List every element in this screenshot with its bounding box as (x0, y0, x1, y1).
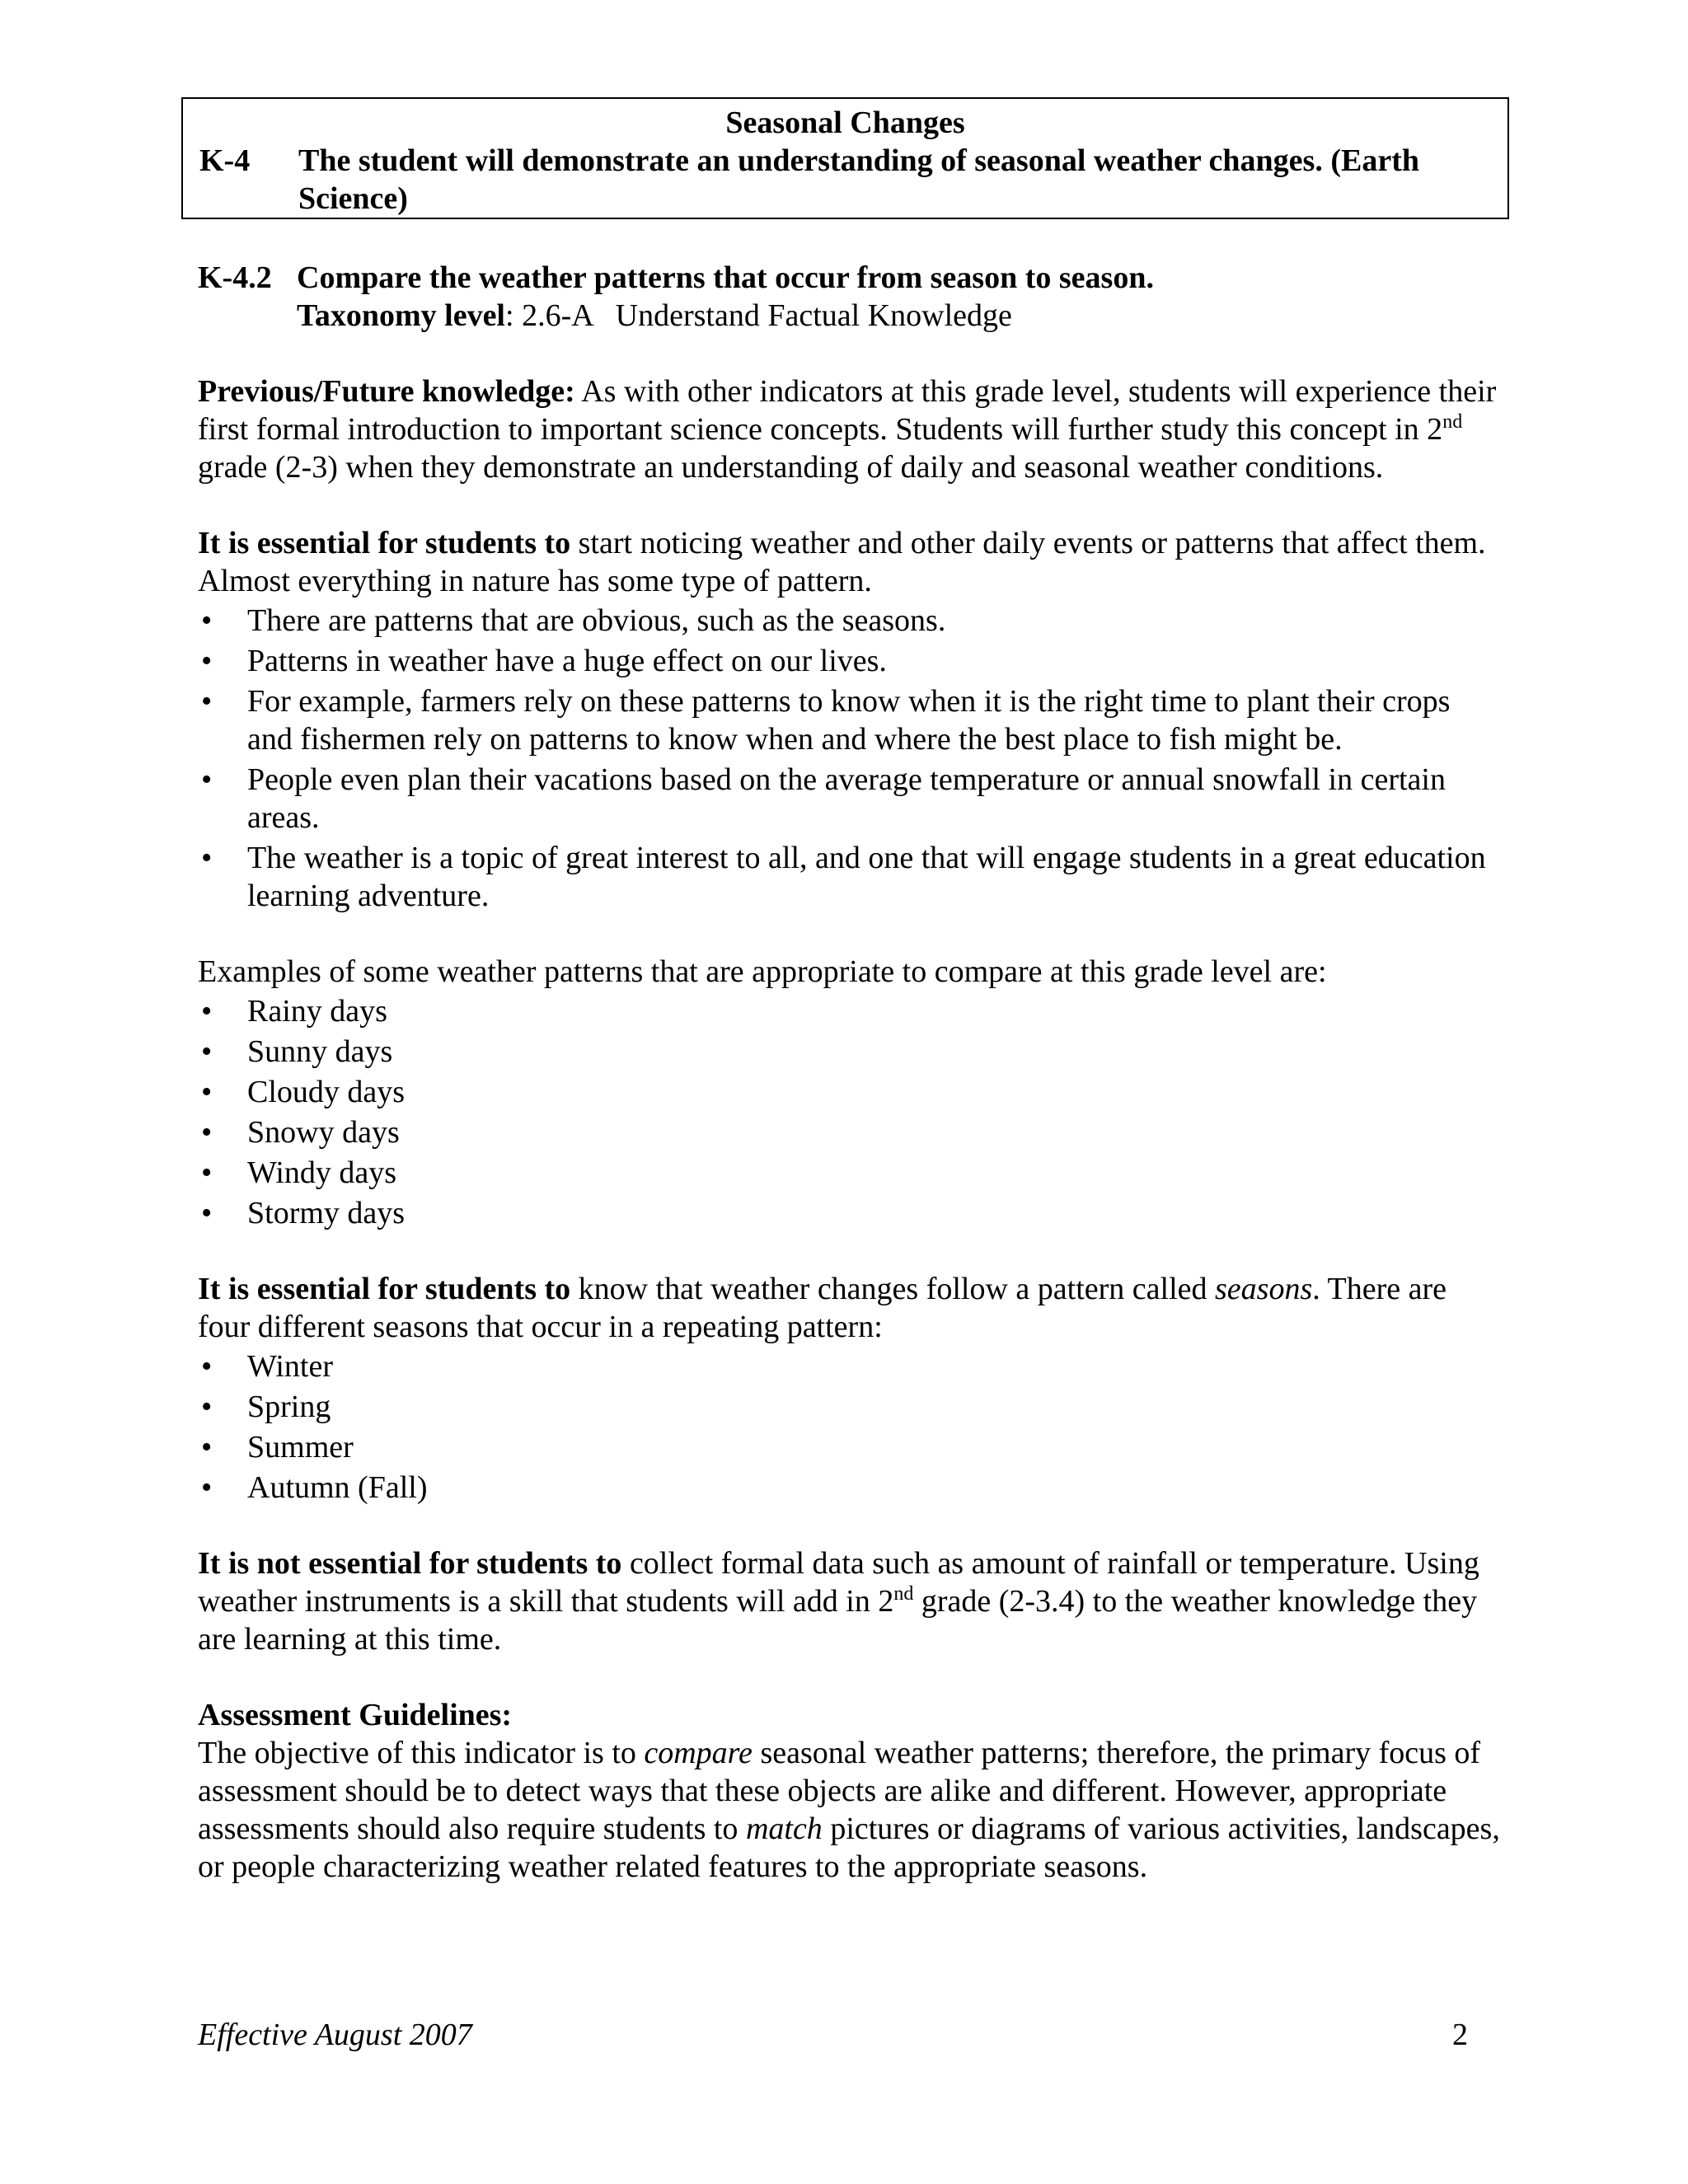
previous-future-paragraph (198, 373, 1500, 486)
previous-future-sup: nd (1442, 411, 1463, 433)
document-page (198, 97, 1500, 1886)
indicator-block (198, 259, 1500, 335)
taxonomy-description: Understand Factual Knowledge (615, 298, 1012, 333)
list-item: • Sunny days (198, 1033, 1500, 1071)
essential-paragraph-2 (198, 1270, 1500, 1346)
examples-list (198, 992, 1500, 1232)
indicator-row (198, 259, 1500, 297)
page-footer (198, 2016, 1468, 2054)
examples-intro: Examples of some weather patterns that are appropriate to compare at this grade level are: (198, 954, 1327, 989)
essential-1-text: start noticing weather and other daily events or patterns that affect them. Almost everything in nature has some type of pattern. (198, 526, 1486, 598)
list-item: • Summer (198, 1428, 1500, 1466)
assessment-paragraph (198, 1734, 1500, 1886)
assessment-heading: Assessment Guidelines: (198, 1698, 513, 1732)
list-item: • Autumn (Fall) (198, 1469, 1500, 1507)
not-essential-sup: nd (893, 1583, 914, 1605)
indicator-text: Compare the weather patterns that occur from season to season. (297, 260, 1154, 295)
list-item: • Patterns in weather have a huge effect on our lives. (198, 642, 1500, 680)
not-essential-text-2: grade (2-3.4) to the weather knowledge they are learning at this time. (198, 1584, 1478, 1657)
previous-future-text-1: As with other indicators at this grade level, students will experience their first formal introduction to important science concepts. Students will further study this concept in 2 (198, 374, 1497, 447)
essential-paragraph-1 (198, 524, 1500, 600)
standard-text: The student will demonstrate an understanding of seasonal weather changes. (Earth Science) (298, 143, 1419, 216)
assessment-italic-2: match (745, 1811, 823, 1846)
essential-2-italic: seasons (1215, 1272, 1313, 1306)
standard-code: K-4 (199, 143, 251, 178)
not-essential-paragraph (198, 1544, 1500, 1658)
list-item: • Winter (198, 1347, 1500, 1385)
list-item: • People even plan their vacations based on the average temperature or annual snowfall in certain areas. (198, 761, 1500, 837)
assessment-section (198, 1696, 1500, 1886)
essential-2-text-2: . There are four different seasons that occur in a repeating pattern: (198, 1272, 1447, 1344)
list-item: • The weather is a topic of great interest to all, and one that will engage students in a great education learning adventure. (198, 839, 1500, 915)
not-essential-label: It is not essential for students to (198, 1546, 622, 1581)
list-item: • For example, farmers rely on these patterns to know when it is the right time to plant their crops and fishermen rely on patterns to know when and where the best place to fish might be. (198, 682, 1500, 758)
assessment-italic-1: compare (644, 1736, 753, 1770)
taxonomy-row: Taxonomy level: 2.6-A Understand Factual Knowledge (297, 298, 1012, 333)
assessment-text-3: pictures or diagrams of various activities, landscapes, or people characterizing weather related features to the appropriate seasons. (198, 1811, 1500, 1884)
list-item: • Cloudy days (198, 1073, 1500, 1111)
assessment-text-1: The objective of this indicator is to (198, 1736, 645, 1770)
previous-future-text-2: grade (2-3) when they demonstrate an understanding of daily and seasonal weather conditions. (198, 450, 1384, 485)
standard-header-box (181, 97, 1509, 219)
previous-future-label: Previous/Future knowledge: (198, 374, 575, 409)
seasons-list (198, 1347, 1500, 1507)
not-essential-text-1: collect formal data such as amount of rainfall or temperature. Using weather instruments is a skill that students will add in 2 (198, 1546, 1479, 1619)
page-number: 2 (1452, 2018, 1468, 2052)
list-item: • Snowy days (198, 1113, 1500, 1151)
essential-1-list (198, 602, 1500, 915)
section-title: Seasonal Changes (725, 105, 965, 140)
essential-1-label: It is essential for students to (198, 526, 571, 560)
list-item: • Spring (198, 1388, 1500, 1426)
essential-2-text-1: know that weather changes follow a pattern called (570, 1272, 1215, 1306)
indicator-code: K-4.2 (198, 260, 272, 295)
essential-2-label: It is essential for students to (198, 1272, 571, 1306)
list-item: • There are patterns that are obvious, such as the seasons. (198, 602, 1500, 640)
taxonomy-code: 2.6-A (522, 298, 594, 333)
effective-date: Effective August 2007 (198, 2018, 472, 2052)
standard-row (199, 142, 1491, 218)
taxonomy-label: Taxonomy level (297, 298, 505, 333)
list-item: • Rainy days (198, 992, 1500, 1030)
list-item: • Windy days (198, 1154, 1500, 1192)
list-item: • Stormy days (198, 1194, 1500, 1232)
assessment-text-2: seasonal weather patterns; therefore, the primary focus of assessment should be to detect ways that these objects are alike and different. However, appropriate assessments should also require students to (198, 1736, 1481, 1846)
